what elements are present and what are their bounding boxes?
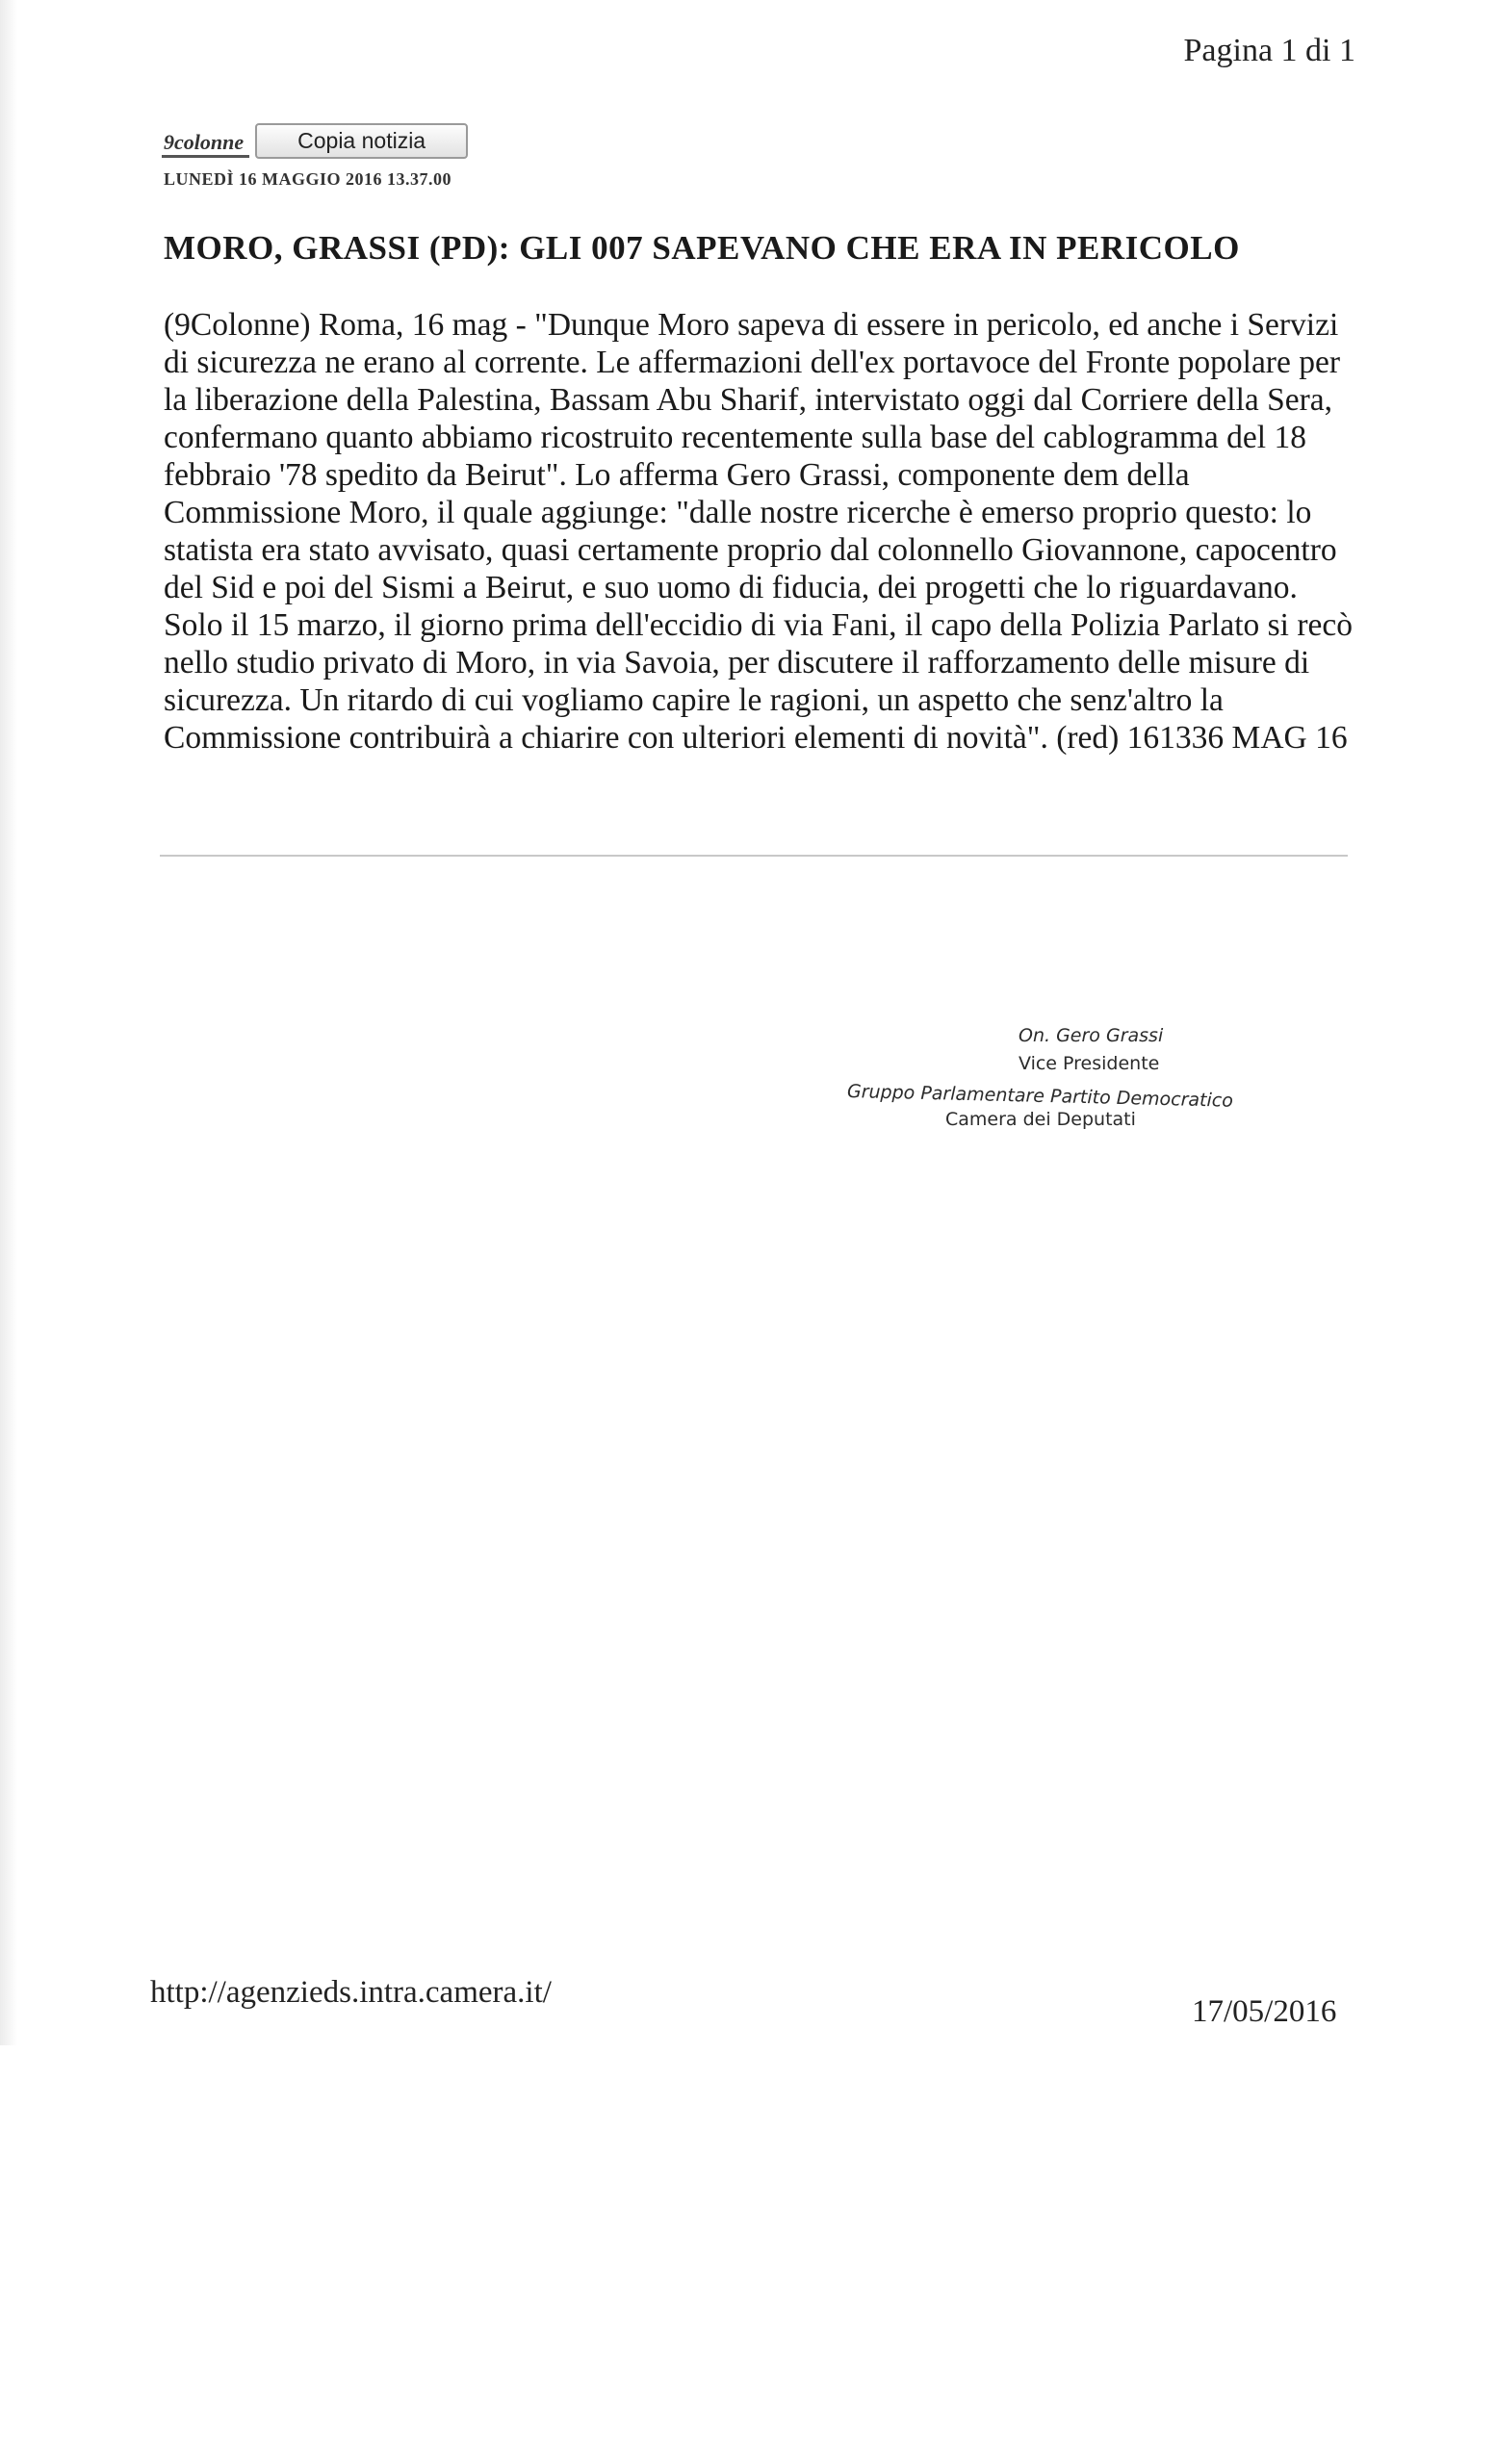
copy-news-button[interactable]: Copia notizia [255, 123, 468, 159]
scan-edge-shadow [0, 0, 17, 2045]
footer-url: http://agenzieds.intra.camera.it/ [150, 1975, 552, 2010]
signature-role: Vice Presidente [1019, 1053, 1160, 1074]
content-divider [160, 855, 1348, 857]
news-headline: MORO, GRASSI (PD): GLI 007 SAPEVANO CHE ERA IN PERICOLO [164, 229, 1240, 267]
news-body: (9Colonne) Roma, 16 mag - "Dunque Moro sapeva di essere in pericolo, ed anche i Servizi di sicurezza ne erano al corrente. Le affermazioni dell'ex portavoce del Fronte popolare per la liberazione della Palestina, Bassam Abu Sharif, intervistato oggi dal Corriere della Sera, confermano quanto abbiamo ricostruito recentemente sulla base del cablogramma del 18 febbraio '78 spedito da Beirut". Lo afferma Gero Grassi, componente dem della Commissione Moro, il quale aggiunge: "dalle nostre ricerche è emerso proprio questo: lo statista era stato avvisato, quasi certamente proprio dal colonnello Giovannone, capocentro del Sid e poi del Sismi a Beirut, e suo uomo di fiducia, dei progetti che lo riguardavano. Solo il 15 marzo, il giorno prima dell'eccidio di via Fani, il capo della Polizia Parlato si recò nello studio privato di Moro, in via Savoia, per discutere il rafforzamento delle misure di sicurezza. Un ritardo di cui vogliamo capire le ragioni, un aspetto che senz'altro la Commissione contribuirà a chiarire con ulteriori elementi di novità". (red) 161336 MAG 16 [164, 307, 1354, 756]
agency-logo: 9colonne [162, 124, 249, 158]
page-counter: Pagina 1 di 1 [1183, 33, 1355, 68]
footer-date: 17/05/2016 [1192, 1994, 1337, 2029]
news-datetime: LUNEDÌ 16 MAGGIO 2016 13.37.00 [164, 169, 452, 189]
signature-chamber: Camera dei Deputati [945, 1109, 1136, 1130]
signature-stamp [847, 1022, 1309, 1134]
signature-name: On. Gero Grassi [1019, 1025, 1164, 1046]
news-header-bar [162, 123, 468, 159]
signature-group: Gruppo Parlamentare Partito Democratico [846, 1081, 1234, 1112]
